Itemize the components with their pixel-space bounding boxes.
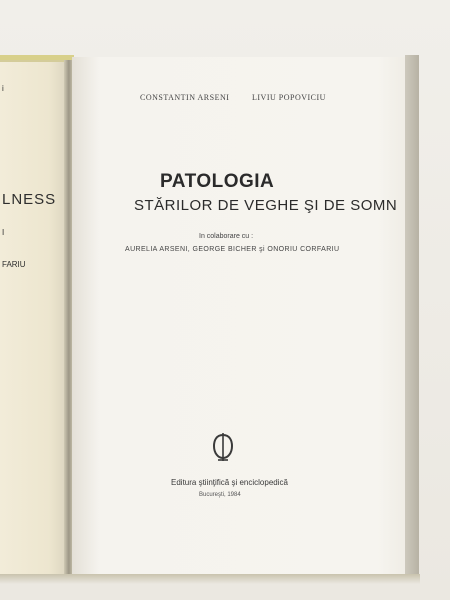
left-page [0,60,70,577]
publication-place-year: Bucureşti, 1984 [199,492,241,498]
author-name: CONSTANTIN ARSENI [140,93,230,102]
book-gutter [64,60,72,575]
author-name: LIVIU POPOVICIU [252,93,326,102]
publisher-name: Editura ştiinţifică şi enciclopedică [171,478,288,487]
left-page-heading-fragment: LNESS [2,191,57,208]
book-title: PATOLOGIA [160,171,275,192]
left-page-text: FARIU [2,260,26,269]
left-page-text: I [2,228,5,237]
left-page-text: i [2,84,4,93]
title-page [72,57,412,577]
collaborator-names: AURELIA ARSENI, GEORGE BICHER şi ONORIU CORFARIU [125,246,340,253]
book-bottom-shadow [0,574,420,584]
book-subtitle: STĂRILOR DE VEGHE ŞI DE SOMN [134,197,398,214]
right-cover-edge [405,55,419,580]
collaboration-label: In colaborare cu : [199,233,254,240]
publisher-logo-icon [211,432,235,462]
